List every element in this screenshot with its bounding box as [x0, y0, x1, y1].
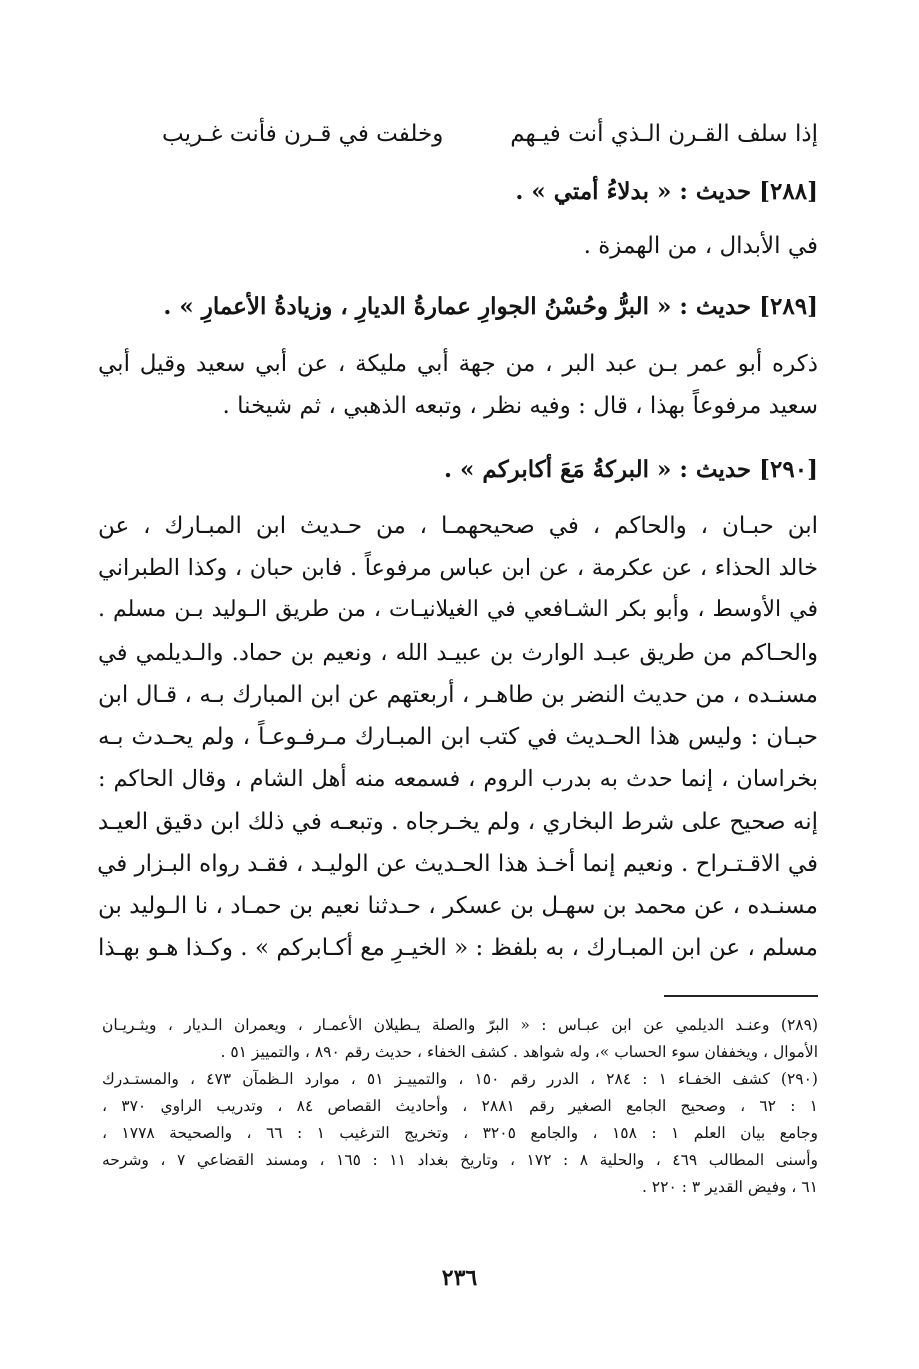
paragraph-line: مسنـده ، من حديث النضر بن طاهـر ، أربعتهم عن ابن المبارك بـه ، قـال ابن — [98, 682, 818, 708]
paragraph-line: مسلم ، عن ابن المبـارك ، به بلفظ : « الخيـرِ مع أكـابركم » . وكـذا هـو بهـذا — [98, 935, 818, 961]
paragraph-line: خالد الحذاء ، عن عكرمة ، عن ابن عباس مرفوعاً . فابن حبان ، وكذا الطبراني — [98, 555, 818, 581]
footnote-line: (٢٩٠) كشف الخفـاء ١ : ٢٨٤ ، الدرر رقم ١٥٠ ، والتمييـز ٥١ ، موارد الـظمآن ٤٧٣ ، والمستـدرك — [102, 1070, 818, 1088]
footnote-line: وأسنى المطالب ٤٦٩ ، والحلية ٨ : ١٧٢ ، وتاريخ بغداد ١١ : ١٦٥ ، ومسند القضاعي ٧ ، وشرحه — [102, 1151, 819, 1169]
paragraph-line: ابن حبـان ، والحاكم ، في صحيحهمـا ، من حـديث ابن المبـارك ، عن — [98, 513, 818, 539]
entry-text-289-line2: سعيد مرفوعاً بهذا ، قال : وفيه نظر ، وتبعه الذهبي ، ثم شيخنا . — [222, 393, 818, 419]
footnote-line: الأموال ، ويخففان سوء الحساب »، وله شواهد . كشف الخفاء ، حديث رقم ٨٩٠ ، والتمييز ٥١ . — [220, 1043, 818, 1061]
footnote-separator — [664, 995, 818, 997]
footnote-line: ١ : ٦٢ ، وصحيح الجامع الصغير رقم ٢٨٨١ ، وأحاديث القصاص ٨٤ ، وتدريب الراوي ٣٧٠ ، — [102, 1097, 818, 1115]
verse-first-hemistich: إذا سلف القـرن الـذي أنت فيـهم — [510, 121, 818, 147]
verse-second-hemistich: وخلفت في قـرن فأنت غـريب — [162, 121, 444, 147]
paragraph-line: بخراسان ، إنما حدث به بدرب الروم ، فسمعه منه أهل الشام ، وقال الحاكم : — [98, 766, 818, 792]
hadith-heading-289: [٢٨٩] حديث : « البرُّ وحُسْنُ الجوارِ عمارةُ الديارِ ، وزيادةُ الأعمارِ » . — [163, 293, 818, 320]
paragraph-line: والحـاكم من طريق عبـد الوارث بن عبيـد الله ، ونعيم بن حماد. والـديلمي في — [98, 640, 818, 666]
paragraph-line: إنه صحيح على شرط البخاري ، ولم يخـرجاه . وتبعـه في ذلك ابن دقيق العيـد — [97, 809, 818, 835]
paragraph-line: حبـان : وليس هذا الحـديث في كتب ابن المبـارك مـرفـوعـاً ، ولم يحـدث بـه — [98, 724, 819, 750]
footnote-line: ٦١ ، وفيض القدير ٣ : ٢٢٠ . — [641, 1178, 818, 1196]
page-number: ٢٣٦ — [441, 1265, 478, 1291]
paragraph-line: مسنـده ، عن محمد بن سهـل بن عسكر ، حـدثنا نعيم بن حمـاد ، نا الـوليد بن — [98, 893, 818, 919]
footnote-line: (٢٨٩) وعنـد الديلمي عن ابن عبـاس : « البرّ والصلة يـطيلان الأعمـار ، ويعمران الـديار ، ويثـريـان — [102, 1016, 818, 1034]
paragraph-line: في الاقـتـراح . ونعيم إنما أخـذ هذا الحـديث عن الوليـد ، فقـد رواه البـزار في — [97, 851, 818, 877]
entry-text-288: في الأبدال ، من الهمزة . — [583, 233, 818, 259]
hadith-heading-288: [٢٨٨] حديث : « بدلاءُ أمتي » . — [515, 178, 818, 205]
footnote-line: وجامع بيان العلم ١ : ١٥٨ ، والجامع ٣٢٠٥ ، وتخريج الترغيب ١ : ٦٦ ، والصحيحة ١٧٧٨ ، — [102, 1124, 818, 1142]
entry-text-289-line1: ذكره أبو عمر بـن عبد البر ، من جهة أبي مليكة ، عن أبي سعيد وقيل أبي — [98, 351, 818, 377]
hadith-heading-290: [٢٩٠] حديث : « البركةُ مَعَ أكابركم » . — [444, 456, 818, 483]
paragraph-line: في الأوسط ، وأبو بكر الشـافعي في الغيلانيـات ، من طريق الـوليد بـن مسلم . — [98, 597, 818, 622]
